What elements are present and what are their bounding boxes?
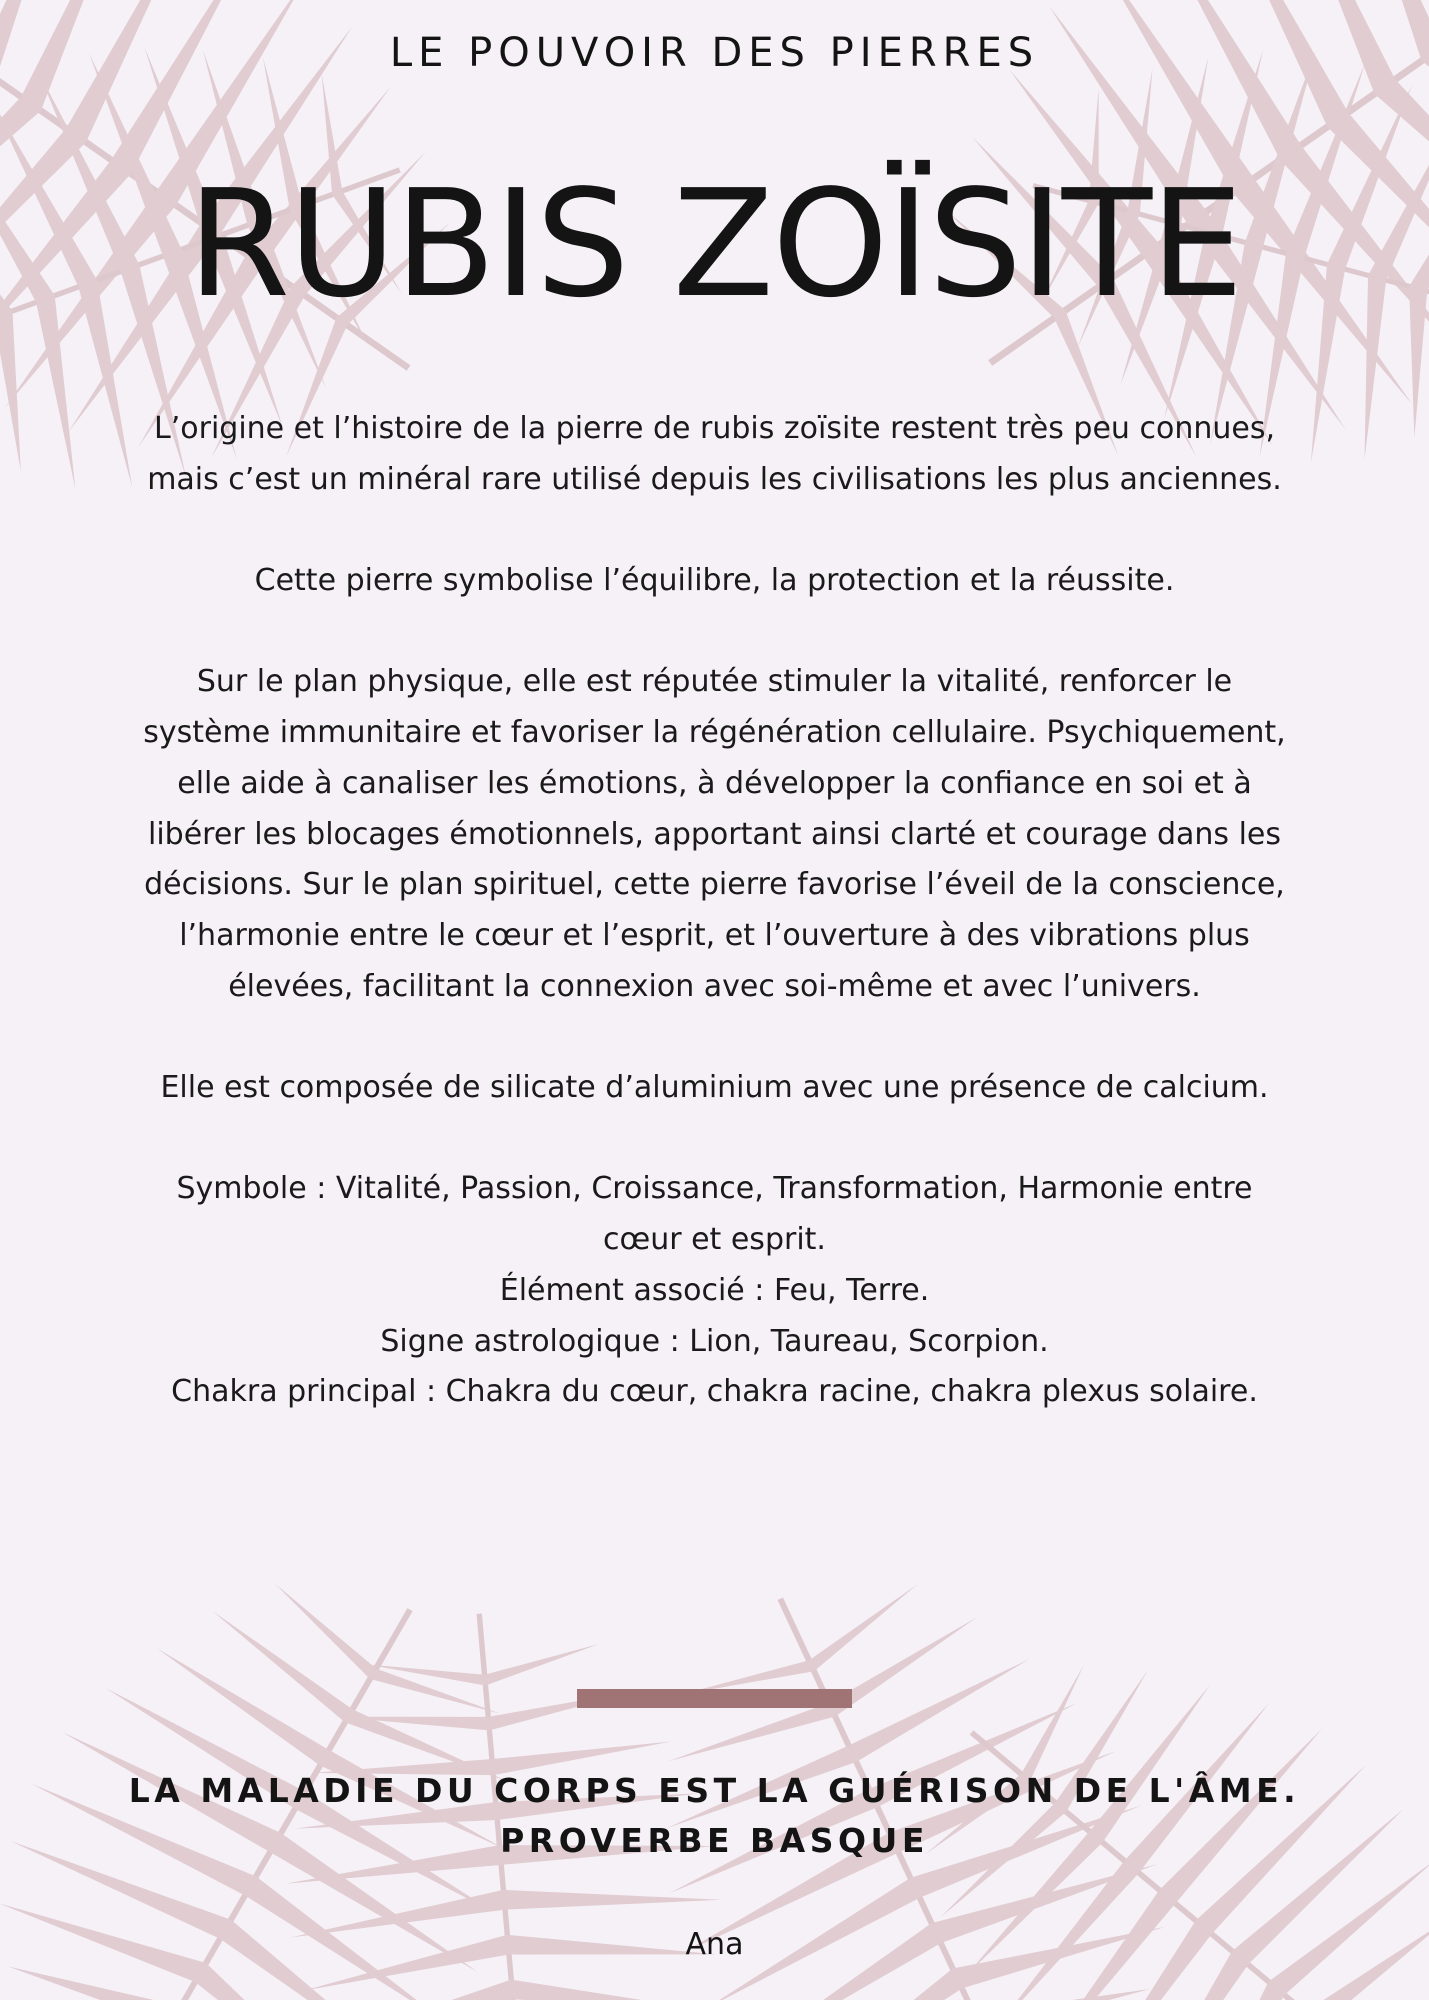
page-title: RUBIS ZOÏSITE: [187, 158, 1242, 330]
element-line: Élément associé : Feu, Terre.: [499, 1272, 930, 1308]
zodiac-line: Signe astrologique : Lion, Taureau, Scorpion.: [380, 1323, 1049, 1359]
properties-paragraph: Sur le plan physique, elle est réputée stimuler la vitalité, renforcer le système immunitaire et favoriser la régénération cellulaire. Psychiquement, elle aide à canaliser les émotions, à développer la confiance en soi et à libérer les blocages émotionnels, apportant ainsi clarté et courage dans les décisions. Sur le plan spirituel, cette pierre favorise l’éveil de la conscience, l’harmonie entre le cœur et l’esprit, et l’ouverture à des vibrations plus élevées, facilitant la connexion avec soi-même et avec l’univers.: [143, 664, 1286, 1004]
divider-bar: [577, 1689, 852, 1708]
composition-paragraph: Elle est composée de silicate d’aluminium avec une présence de calcium.: [160, 1070, 1269, 1106]
symbolism-paragraph: Cette pierre symbolise l’équilibre, la protection et la réussite.: [254, 563, 1175, 599]
symbol-line: Symbole : Vitalité, Passion, Croissance, Transformation, Harmonie entre cœur et esprit.: [176, 1171, 1253, 1258]
intro-paragraph: L’origine et l’histoire de la pierre de rubis zoïsite restent très peu connues, mais c’est un minéral rare utilisé depuis les civilisations les plus anciennes.: [147, 411, 1282, 497]
kicker-heading: LE POUVOIR DES PIERRES: [389, 30, 1040, 76]
quote-source: PROVERBE BASQUE: [500, 1821, 929, 1860]
quote-text: LA MALADIE DU CORPS EST LA GUÉRISON DE L'ÂME.: [128, 1771, 1301, 1810]
body-text: [135, 404, 1294, 1418]
quote-block: [0, 1766, 1429, 1866]
chakra-line: Chakra principal : Chakra du cœur, chakra racine, chakra plexus solaire.: [171, 1374, 1258, 1410]
author-signature: Ana: [685, 1927, 744, 1962]
